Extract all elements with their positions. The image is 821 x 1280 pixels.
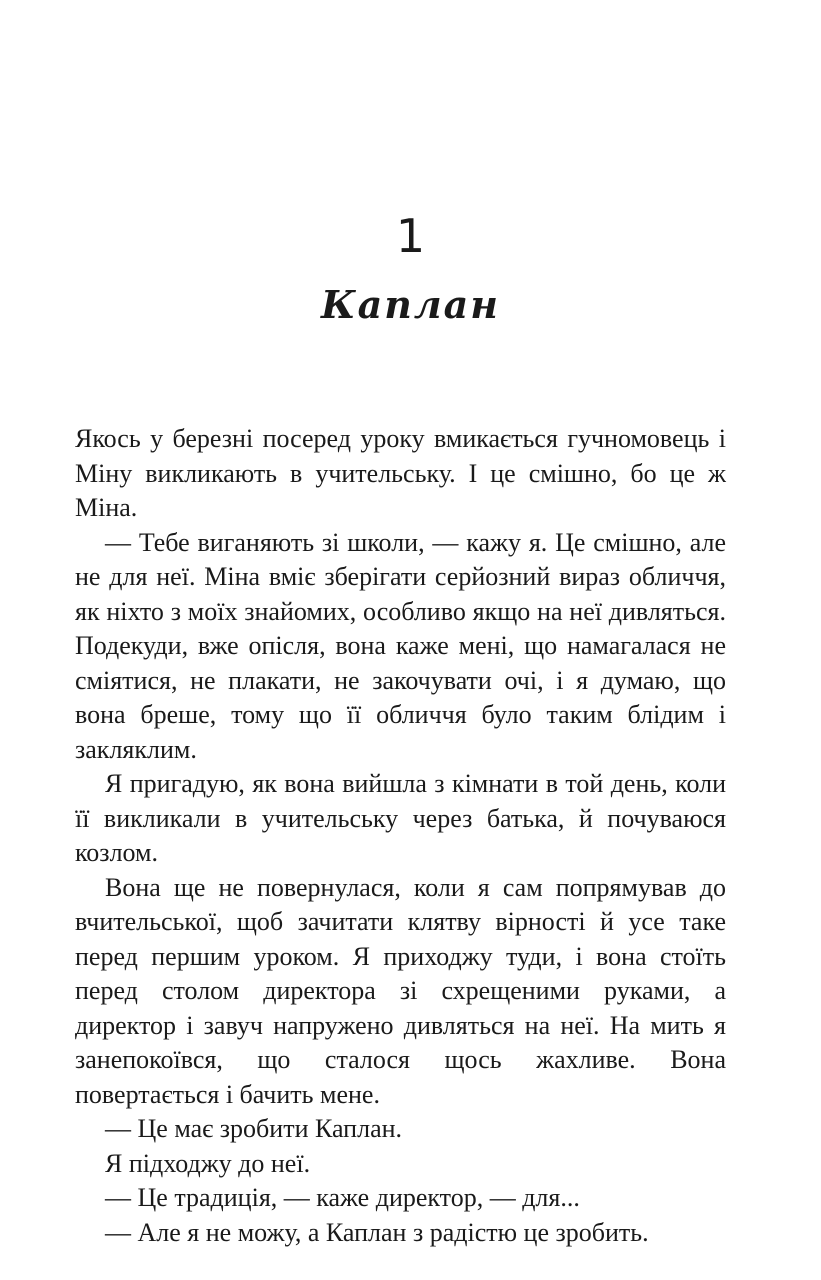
chapter-title: Каплан [321, 282, 500, 327]
paragraph: — Це має зробити Каплан. [105, 1114, 403, 1143]
chapter-number: 1 [395, 209, 426, 263]
paragraph: Я підходжу до неї. [105, 1148, 311, 1178]
chapter-body [75, 422, 726, 1250]
paragraph: Якось у березні посеред уроку вмикається гучномовець і Міну викликають в учительську. І це смішно, бо це ж Міна. [75, 424, 726, 522]
paragraph: Вона ще не повернулася, коли я сам попрямував до вчительської, щоб зачитати клятву вірності й усе таке перед першим уроком. Я приходжу туди, і вона стоїть перед столом директора зі схрещеними руками, а директор і завуч напружено дивляться на неї. На мить я занепокоївся, що сталося щось жахливе. Вона повертається і бачить мене. [75, 872, 726, 1109]
paragraph: — Це традиція, — каже директор, — для... [105, 1183, 580, 1212]
paragraph: — Але я не можу, а Каплан з радістю це зробить. [105, 1217, 649, 1247]
paragraph: Я пригадую, як вона вийшла з кімнати в той день, коли її викликали в учительську через батька, й почуваюся козлом. [75, 769, 726, 867]
paragraph: — Тебе виганяють зі школи, — кажу я. Це смішно, але не для неї. Міна вміє зберігати серйозний вираз обличчя, як ніхто з моїх знайомих, особливо якщо на неї дивляться. Подекуди, вже опісля, вона каже мені, що намагалася не сміятися, не плакати, не закочувати очі, і я думаю, що вона бреше, тому що її обличчя було таким блідим і закляклим. [75, 527, 726, 764]
